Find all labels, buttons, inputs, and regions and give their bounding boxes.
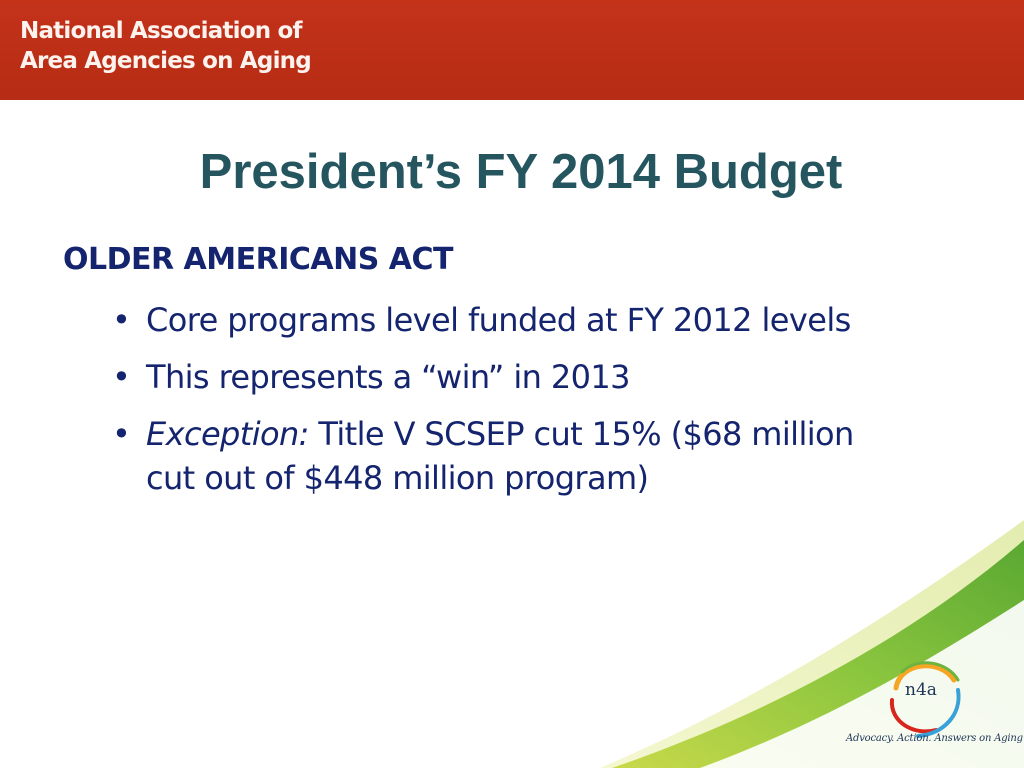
bullet-item — [110, 412, 910, 500]
tagline: Advocacy. Action. Answers on Aging — [846, 733, 1023, 744]
slide-title: President’s FY 2014 Budget — [199, 145, 843, 199]
bullet-text: Core programs level funded at FY 2012 levels — [146, 301, 851, 339]
n4a-logo-text: n4a — [905, 680, 937, 700]
organization-name-line-1: National Association of — [20, 18, 302, 44]
bullet-item — [110, 298, 910, 342]
section-heading: OLDER AMERICANS ACT — [63, 242, 453, 277]
bullet-list — [110, 298, 910, 513]
bullet-emphasis: Exception: — [146, 415, 309, 453]
bullet-item — [110, 355, 910, 399]
bullet-text: This represents a “win” in 2013 — [146, 358, 630, 396]
bullet-text: Title V SCSEP cut 15% ($68 million cut out of $448 million program) — [146, 415, 854, 497]
organization-name-line-2: Area Agencies on Aging — [20, 48, 311, 74]
